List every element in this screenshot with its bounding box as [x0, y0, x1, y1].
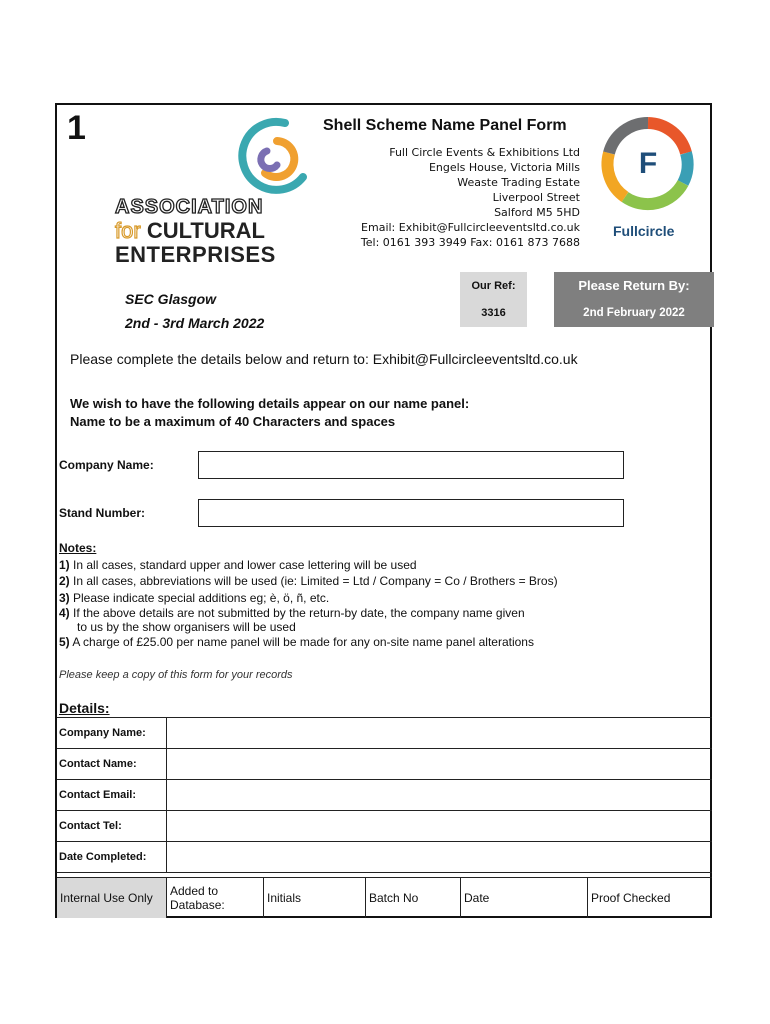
date-cell: Date [461, 878, 588, 919]
ace-logo-text [115, 195, 300, 267]
note-item: 3) Please indicate special additions eg; è, ö, ñ, etc. [59, 590, 330, 605]
shell-scheme-form [55, 103, 712, 918]
table-row [57, 811, 712, 842]
details-date-completed-label: Date Completed: [57, 842, 167, 873]
table-row [57, 842, 712, 873]
event-venue: SEC Glasgow [125, 291, 217, 307]
keep-copy-note: Please keep a copy of this form for your records [59, 669, 293, 681]
organiser-address: Full Circle Events & Exhibitions Ltd Engels House, Victoria Mills Weaste Trading Estate Liverpool Street Salford M5 5HD Email: Exhibit@Fullcircleeventsltd.co.uk Tel: 0161 393 3949 Fax: 0161 873 7688 [360, 146, 580, 249]
fullcircle-logo-icon [595, 117, 701, 213]
details-heading: Details: [59, 700, 110, 716]
table-row [57, 780, 712, 811]
panel-company-label: Company Name: [59, 458, 154, 472]
form-title: Shell Scheme Name Panel Form [323, 117, 567, 134]
details-contact-name-input[interactable] [167, 749, 713, 780]
details-table [57, 717, 712, 873]
our-ref-label: Our Ref: [460, 272, 527, 300]
initials-cell: Initials [264, 878, 366, 919]
added-to-database-cell: Added to Database: [167, 878, 264, 919]
fullcircle-logo-label: Fullcircle [613, 223, 675, 239]
ace-logo-icon [233, 115, 311, 195]
details-contact-email-label: Contact Email: [57, 780, 167, 811]
table-row [57, 878, 712, 919]
details-company-input[interactable] [167, 718, 713, 749]
notes-heading: Notes: [59, 541, 97, 555]
details-contact-tel-label: Contact Tel: [57, 811, 167, 842]
note-item: 5) A charge of £25.00 per name panel will be made for any on-site name panel alterations [59, 635, 534, 649]
table-row [57, 749, 712, 780]
fullcircle-logo-letter: F [638, 147, 658, 180]
ace-logo-line1: ASSOCIATION [115, 196, 264, 218]
note-item: 4) If the above details are not submitted by the return-by date, the company name given [59, 606, 525, 620]
note-item: 1) In all cases, standard upper and lower case lettering will be used [59, 557, 417, 572]
table-row [57, 718, 712, 749]
panel-stand-label: Stand Number: [59, 506, 146, 520]
details-contact-tel-input[interactable] [167, 811, 713, 842]
details-contact-name-label: Contact Name: [57, 749, 167, 780]
our-ref-value: 3316 [460, 300, 527, 327]
details-company-label: Company Name: [57, 718, 167, 749]
batch-no-cell: Batch No [366, 878, 461, 919]
panel-company-input[interactable] [198, 451, 624, 479]
note-item: to us by the show organisers will be used [77, 620, 296, 634]
panel-stand-input[interactable] [198, 499, 624, 527]
proof-checked-cell: Proof Checked [588, 878, 713, 919]
event-info [125, 287, 264, 335]
notes [59, 540, 558, 651]
page-number: 1 [67, 109, 86, 147]
ace-logo-line3: ENTERPRISES [115, 242, 276, 267]
details-date-completed-input[interactable] [167, 842, 713, 873]
details-contact-email-input[interactable] [167, 780, 713, 811]
internal-use-table [57, 877, 712, 918]
note-item: 2) In all cases, abbreviations will be used (ie: Limited = Ltd / Company = Co / Brothers = Bros) [59, 574, 558, 588]
return-by-label: Please Return By: [554, 272, 714, 300]
name-panel-intro: We wish to have the following details appear on our name panel: Name to be a maximum of 40 Characters and spaces [70, 396, 470, 429]
internal-use-label: Internal Use Only [57, 878, 167, 919]
ace-logo-line2: for CULTURAL [115, 218, 265, 243]
return-by-date: 2nd February 2022 [554, 300, 714, 327]
event-dates: 2nd - 3rd March 2022 [125, 315, 265, 331]
return-instructions: Please complete the details below and return to: Exhibit@Fullcircleeventsltd.co.uk [70, 351, 578, 367]
